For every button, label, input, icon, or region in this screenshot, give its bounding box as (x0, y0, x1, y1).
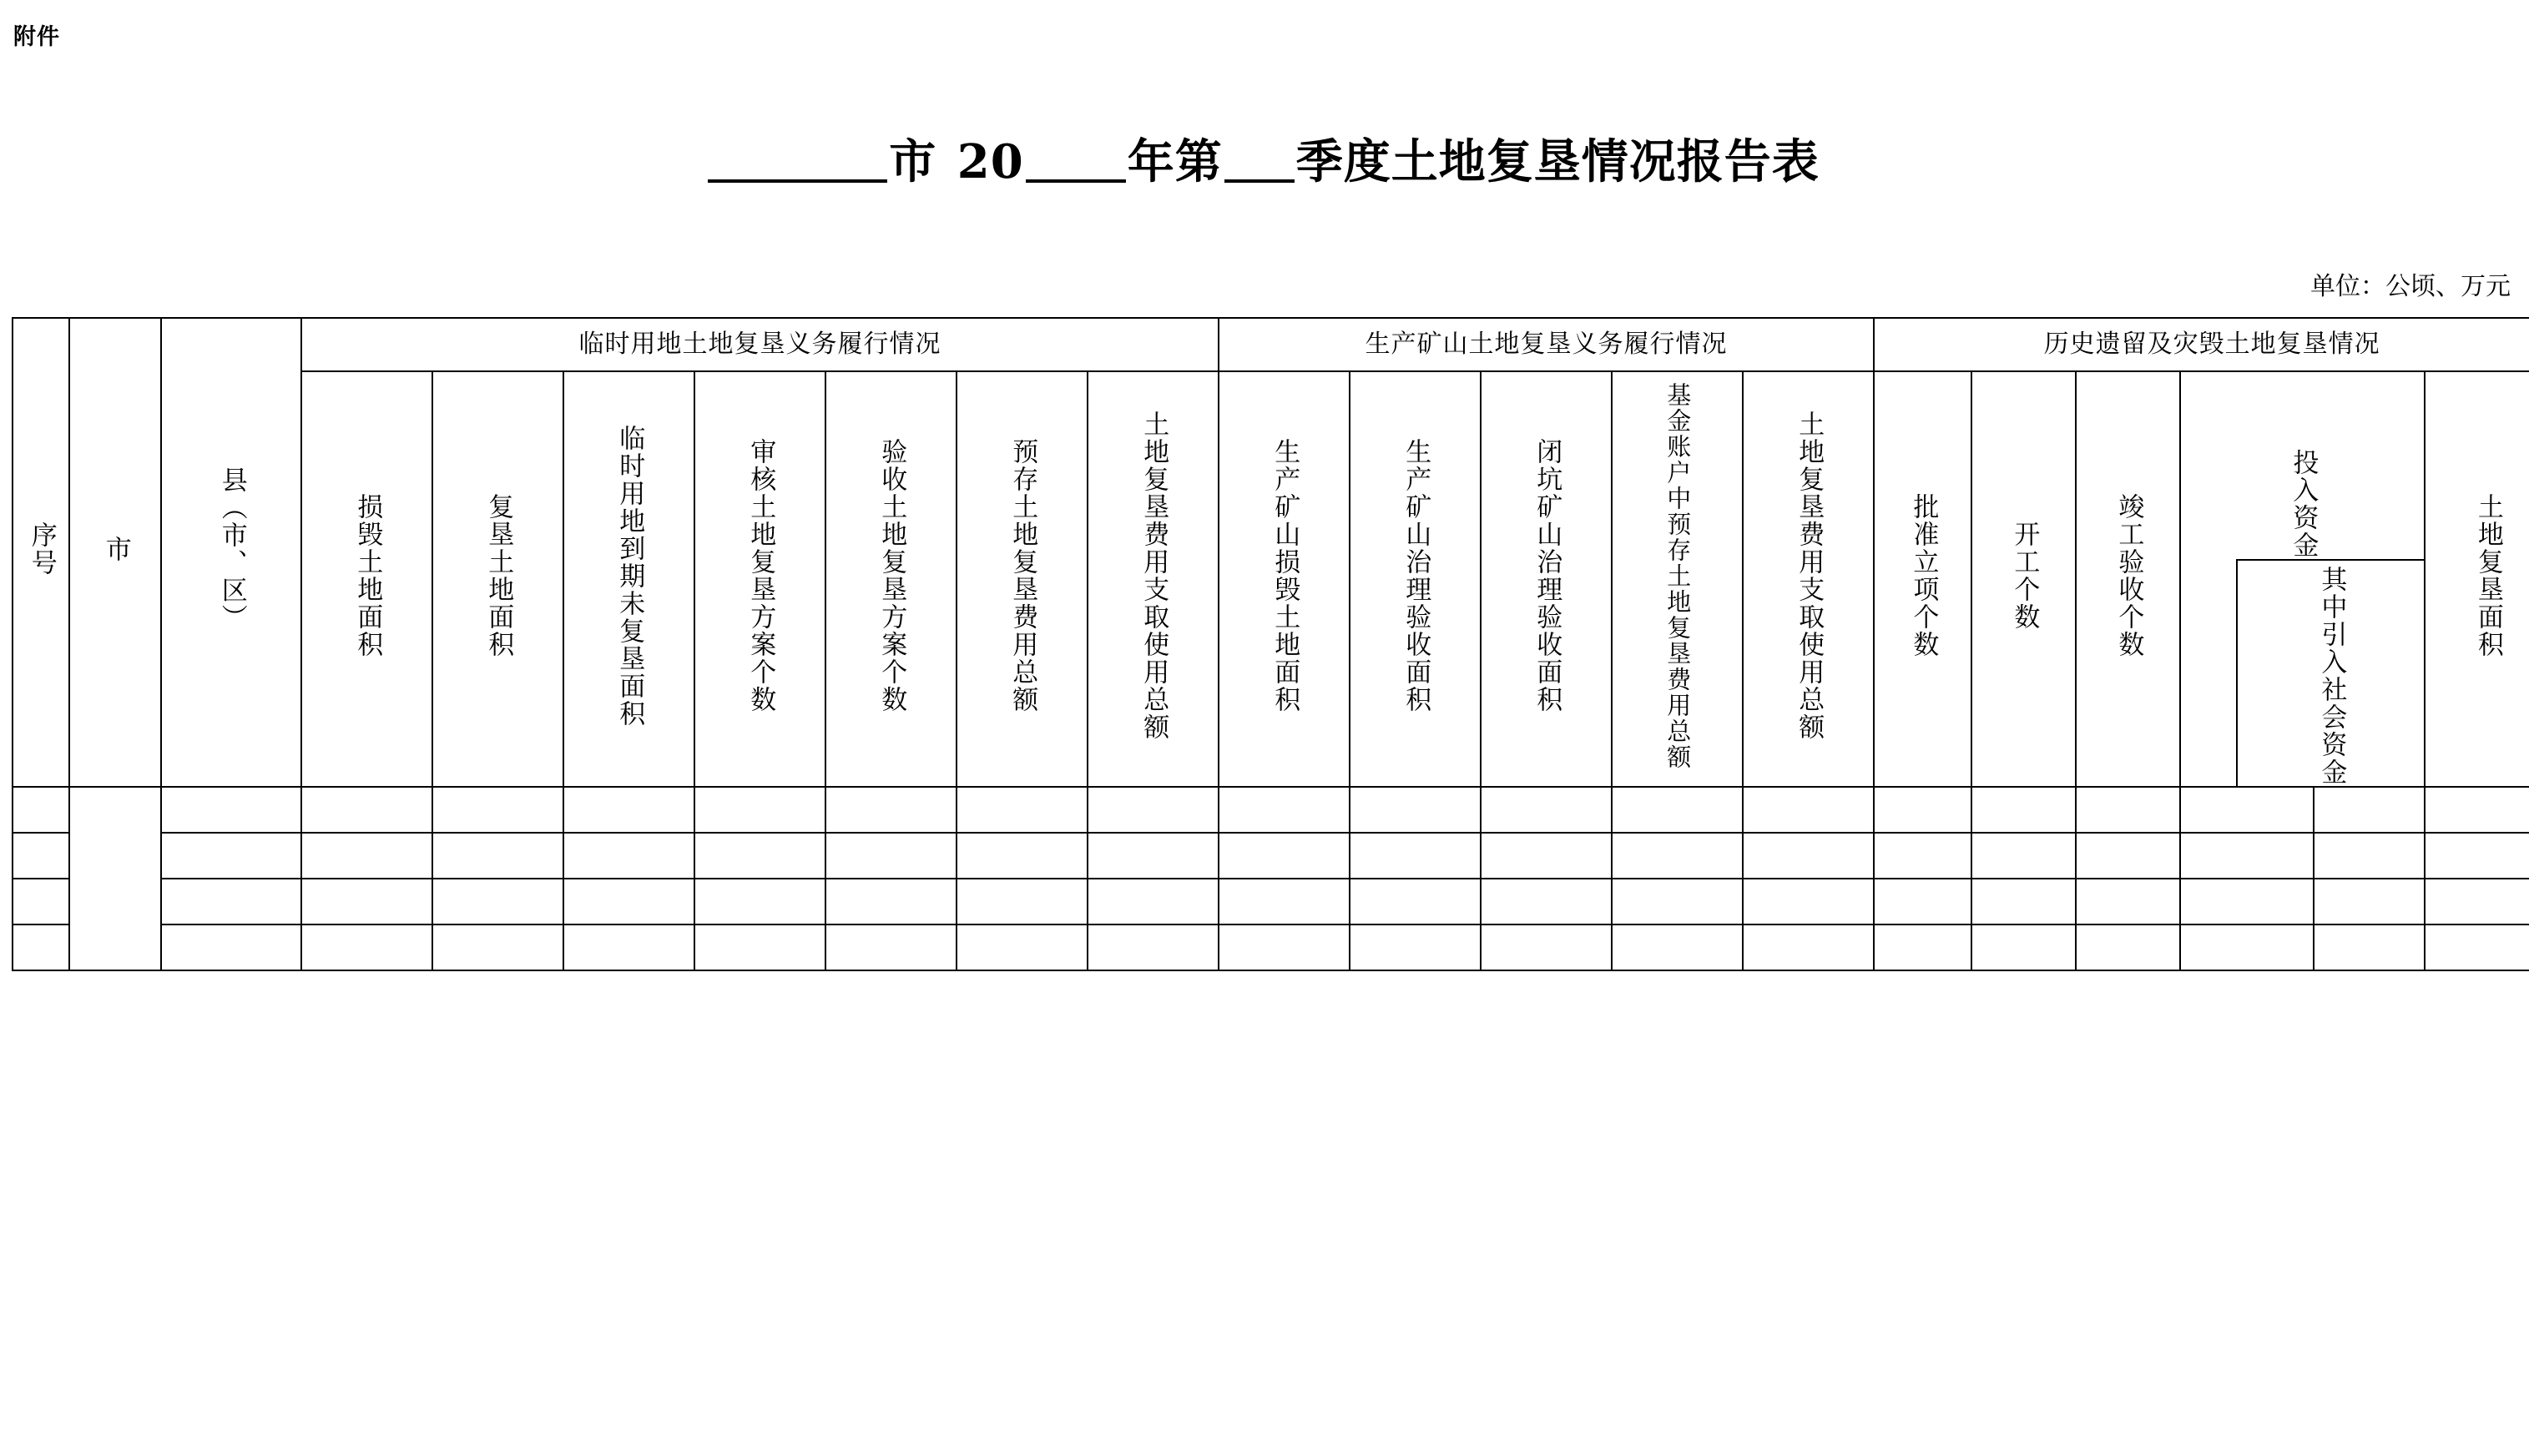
cell-reclaimed-land-area[interactable] (432, 924, 563, 970)
header-cell-reviewed-plan-count: 审核土地复垦方案个数 (694, 371, 825, 787)
cell-approved-project-count[interactable] (1874, 879, 1971, 924)
group-header-historical-disaster: 历史遗留及灾毁土地复垦情况 (1874, 318, 2529, 371)
cell-index[interactable] (13, 879, 69, 924)
cell-reviewed-plan-count[interactable] (694, 787, 825, 833)
cell-mine-treated-accepted-area[interactable] (1350, 879, 1481, 924)
table-row (13, 787, 2529, 833)
cell-mine-fee-withdrawn-total[interactable] (1743, 924, 1874, 970)
cell-mine-fee-withdrawn-total[interactable] (1743, 833, 1874, 879)
cell-prepaid-fee-total[interactable] (957, 924, 1088, 970)
cell-damaged-land-area[interactable] (301, 787, 432, 833)
cell-reclaimed-area-historical[interactable] (2425, 924, 2529, 970)
header-invested-funds-label: 投入资金 (2288, 449, 2319, 559)
cell-prepaid-fee-total[interactable] (957, 833, 1088, 879)
header-cell-approved-project-count: 批准立项个数 (1874, 371, 1971, 787)
cell-mine-fee-withdrawn-total[interactable] (1743, 879, 1874, 924)
cell-started-count[interactable] (1971, 924, 2076, 970)
cell-accepted-plan-count[interactable] (825, 787, 957, 833)
cell-reclaimed-area-historical[interactable] (2425, 879, 2529, 924)
header-social-capital-label: 其中引入社会资金 (2236, 559, 2424, 786)
header-cell-expired-unreclaimed-area: 临时用地到期未复垦面积 (563, 371, 694, 787)
title-blank-quarter (1224, 143, 1295, 183)
group-header-temporary-land: 临时用地土地复垦义务履行情况 (301, 318, 1219, 371)
cell-completed-accepted-count[interactable] (2076, 879, 2180, 924)
cell-fee-withdrawn-total[interactable] (1088, 833, 1219, 879)
cell-county[interactable] (161, 787, 301, 833)
cell-mine-treated-accepted-area[interactable] (1350, 924, 1481, 970)
cell-county[interactable] (161, 924, 301, 970)
unit-note: 单位：公顷、万元 (2310, 272, 2511, 301)
cell-reviewed-plan-count[interactable] (694, 879, 825, 924)
header-cell-accepted-plan-count: 验收土地复垦方案个数 (825, 371, 957, 787)
table-column-header-row (13, 371, 2529, 787)
cell-completed-accepted-count[interactable] (2076, 787, 2180, 833)
cell-approved-project-count[interactable] (1874, 787, 1971, 833)
cell-reviewed-plan-count[interactable] (694, 833, 825, 879)
cell-social-capital[interactable] (2314, 833, 2425, 879)
cell-invested-funds[interactable] (2180, 924, 2314, 970)
cell-closed-mine-accepted-area[interactable] (1481, 833, 1612, 879)
cell-fund-account-prepaid-total[interactable] (1612, 787, 1743, 833)
header-cell-city: 市 (69, 318, 161, 787)
header-cell-started-count: 开工个数 (1971, 371, 2076, 787)
header-cell-index: 序号 (13, 318, 69, 787)
cell-reclaimed-land-area[interactable] (432, 833, 563, 879)
header-cell-mine-fee-withdrawn-total: 土地复垦费用支取使用总额 (1743, 371, 1874, 787)
cell-prepaid-fee-total[interactable] (957, 787, 1088, 833)
page-title (0, 125, 2529, 192)
cell-fund-account-prepaid-total[interactable] (1612, 924, 1743, 970)
cell-expired-unreclaimed-area[interactable] (563, 879, 694, 924)
header-cell-prepaid-fee-total: 预存土地复垦费用总额 (957, 371, 1088, 787)
cell-fee-withdrawn-total[interactable] (1088, 924, 1219, 970)
cell-fund-account-prepaid-total[interactable] (1612, 879, 1743, 924)
cell-social-capital[interactable] (2314, 787, 2425, 833)
cell-index[interactable] (13, 924, 69, 970)
cell-mine-damaged-land-area[interactable] (1219, 879, 1350, 924)
cell-fund-account-prepaid-total[interactable] (1612, 833, 1743, 879)
cell-mine-damaged-land-area[interactable] (1219, 787, 1350, 833)
cell-invested-funds[interactable] (2180, 879, 2314, 924)
cell-mine-damaged-land-area[interactable] (1219, 833, 1350, 879)
table-row (13, 924, 2529, 970)
cell-damaged-land-area[interactable] (301, 924, 432, 970)
title-segment-year-suffix: 年第 (1127, 134, 1223, 189)
cell-approved-project-count[interactable] (1874, 924, 1971, 970)
cell-started-count[interactable] (1971, 879, 2076, 924)
cell-expired-unreclaimed-area[interactable] (563, 787, 694, 833)
cell-invested-funds[interactable] (2180, 833, 2314, 879)
cell-county[interactable] (161, 879, 301, 924)
cell-reviewed-plan-count[interactable] (694, 924, 825, 970)
cell-index[interactable] (13, 787, 69, 833)
cell-fee-withdrawn-total[interactable] (1088, 879, 1219, 924)
cell-started-count[interactable] (1971, 787, 2076, 833)
title-blank-year (1026, 143, 1126, 183)
cell-mine-treated-accepted-area[interactable] (1350, 833, 1481, 879)
cell-reclaimed-land-area[interactable] (432, 879, 563, 924)
cell-approved-project-count[interactable] (1874, 833, 1971, 879)
cell-closed-mine-accepted-area[interactable] (1481, 879, 1612, 924)
header-cell-reclaimed-area-historical: 土地复垦面积 (2425, 371, 2529, 787)
cell-started-count[interactable] (1971, 833, 2076, 879)
cell-mine-damaged-land-area[interactable] (1219, 924, 1350, 970)
cell-completed-accepted-count[interactable] (2076, 833, 2180, 879)
header-cell-fee-withdrawn-total: 土地复垦费用支取使用总额 (1088, 371, 1219, 787)
table-row (13, 879, 2529, 924)
cell-completed-accepted-count[interactable] (2076, 924, 2180, 970)
title-segment-tail: 季度土地复垦情况报告表 (1295, 134, 1820, 189)
cell-index[interactable] (13, 833, 69, 879)
cell-fee-withdrawn-total[interactable] (1088, 787, 1219, 833)
cell-accepted-plan-count[interactable] (825, 833, 957, 879)
cell-reclaimed-land-area[interactable] (432, 787, 563, 833)
header-cell-closed-mine-accepted-area: 闭坑矿山治理验收面积 (1481, 371, 1612, 787)
cell-mine-treated-accepted-area[interactable] (1350, 787, 1481, 833)
cell-reclaimed-area-historical[interactable] (2425, 787, 2529, 833)
cell-city[interactable] (69, 787, 161, 970)
table-row (13, 833, 2529, 879)
cell-accepted-plan-count[interactable] (825, 879, 957, 924)
land-reclamation-report-table (12, 317, 2529, 971)
report-table-wrapper (12, 317, 2516, 971)
title-segment-year-prefix: 20 (957, 134, 1024, 189)
attachment-label: 附件 (13, 24, 60, 50)
header-cell-completed-accepted-count: 竣工验收个数 (2076, 371, 2180, 787)
header-cell-damaged-land-area: 损毁土地面积 (301, 371, 432, 787)
group-header-production-mine: 生产矿山土地复垦义务履行情况 (1219, 318, 1874, 371)
cell-reclaimed-area-historical[interactable] (2425, 833, 2529, 879)
cell-closed-mine-accepted-area[interactable] (1481, 924, 1612, 970)
cell-mine-fee-withdrawn-total[interactable] (1743, 787, 1874, 833)
table-group-header-row (13, 318, 2529, 371)
cell-invested-funds[interactable] (2180, 787, 2314, 833)
cell-expired-unreclaimed-area[interactable] (563, 833, 694, 879)
cell-damaged-land-area[interactable] (301, 879, 432, 924)
cell-prepaid-fee-total[interactable] (957, 879, 1088, 924)
header-cell-invested-funds (2180, 371, 2425, 787)
header-cell-mine-damaged-land-area: 生产矿山损毁土地面积 (1219, 371, 1350, 787)
cell-accepted-plan-count[interactable] (825, 924, 957, 970)
title-segment-city: 市 (889, 134, 937, 189)
header-cell-county: 县（市、区） (161, 318, 301, 787)
cell-county[interactable] (161, 833, 301, 879)
title-blank-city (708, 143, 887, 183)
cell-social-capital[interactable] (2314, 924, 2425, 970)
header-cell-fund-account-prepaid-total: 基金账户中预存土地复垦费用总额 (1612, 371, 1743, 787)
header-cell-reclaimed-land-area: 复垦土地面积 (432, 371, 563, 787)
cell-expired-unreclaimed-area[interactable] (563, 924, 694, 970)
header-cell-mine-treated-accepted-area: 生产矿山治理验收面积 (1350, 371, 1481, 787)
cell-social-capital[interactable] (2314, 879, 2425, 924)
cell-closed-mine-accepted-area[interactable] (1481, 787, 1612, 833)
cell-damaged-land-area[interactable] (301, 833, 432, 879)
